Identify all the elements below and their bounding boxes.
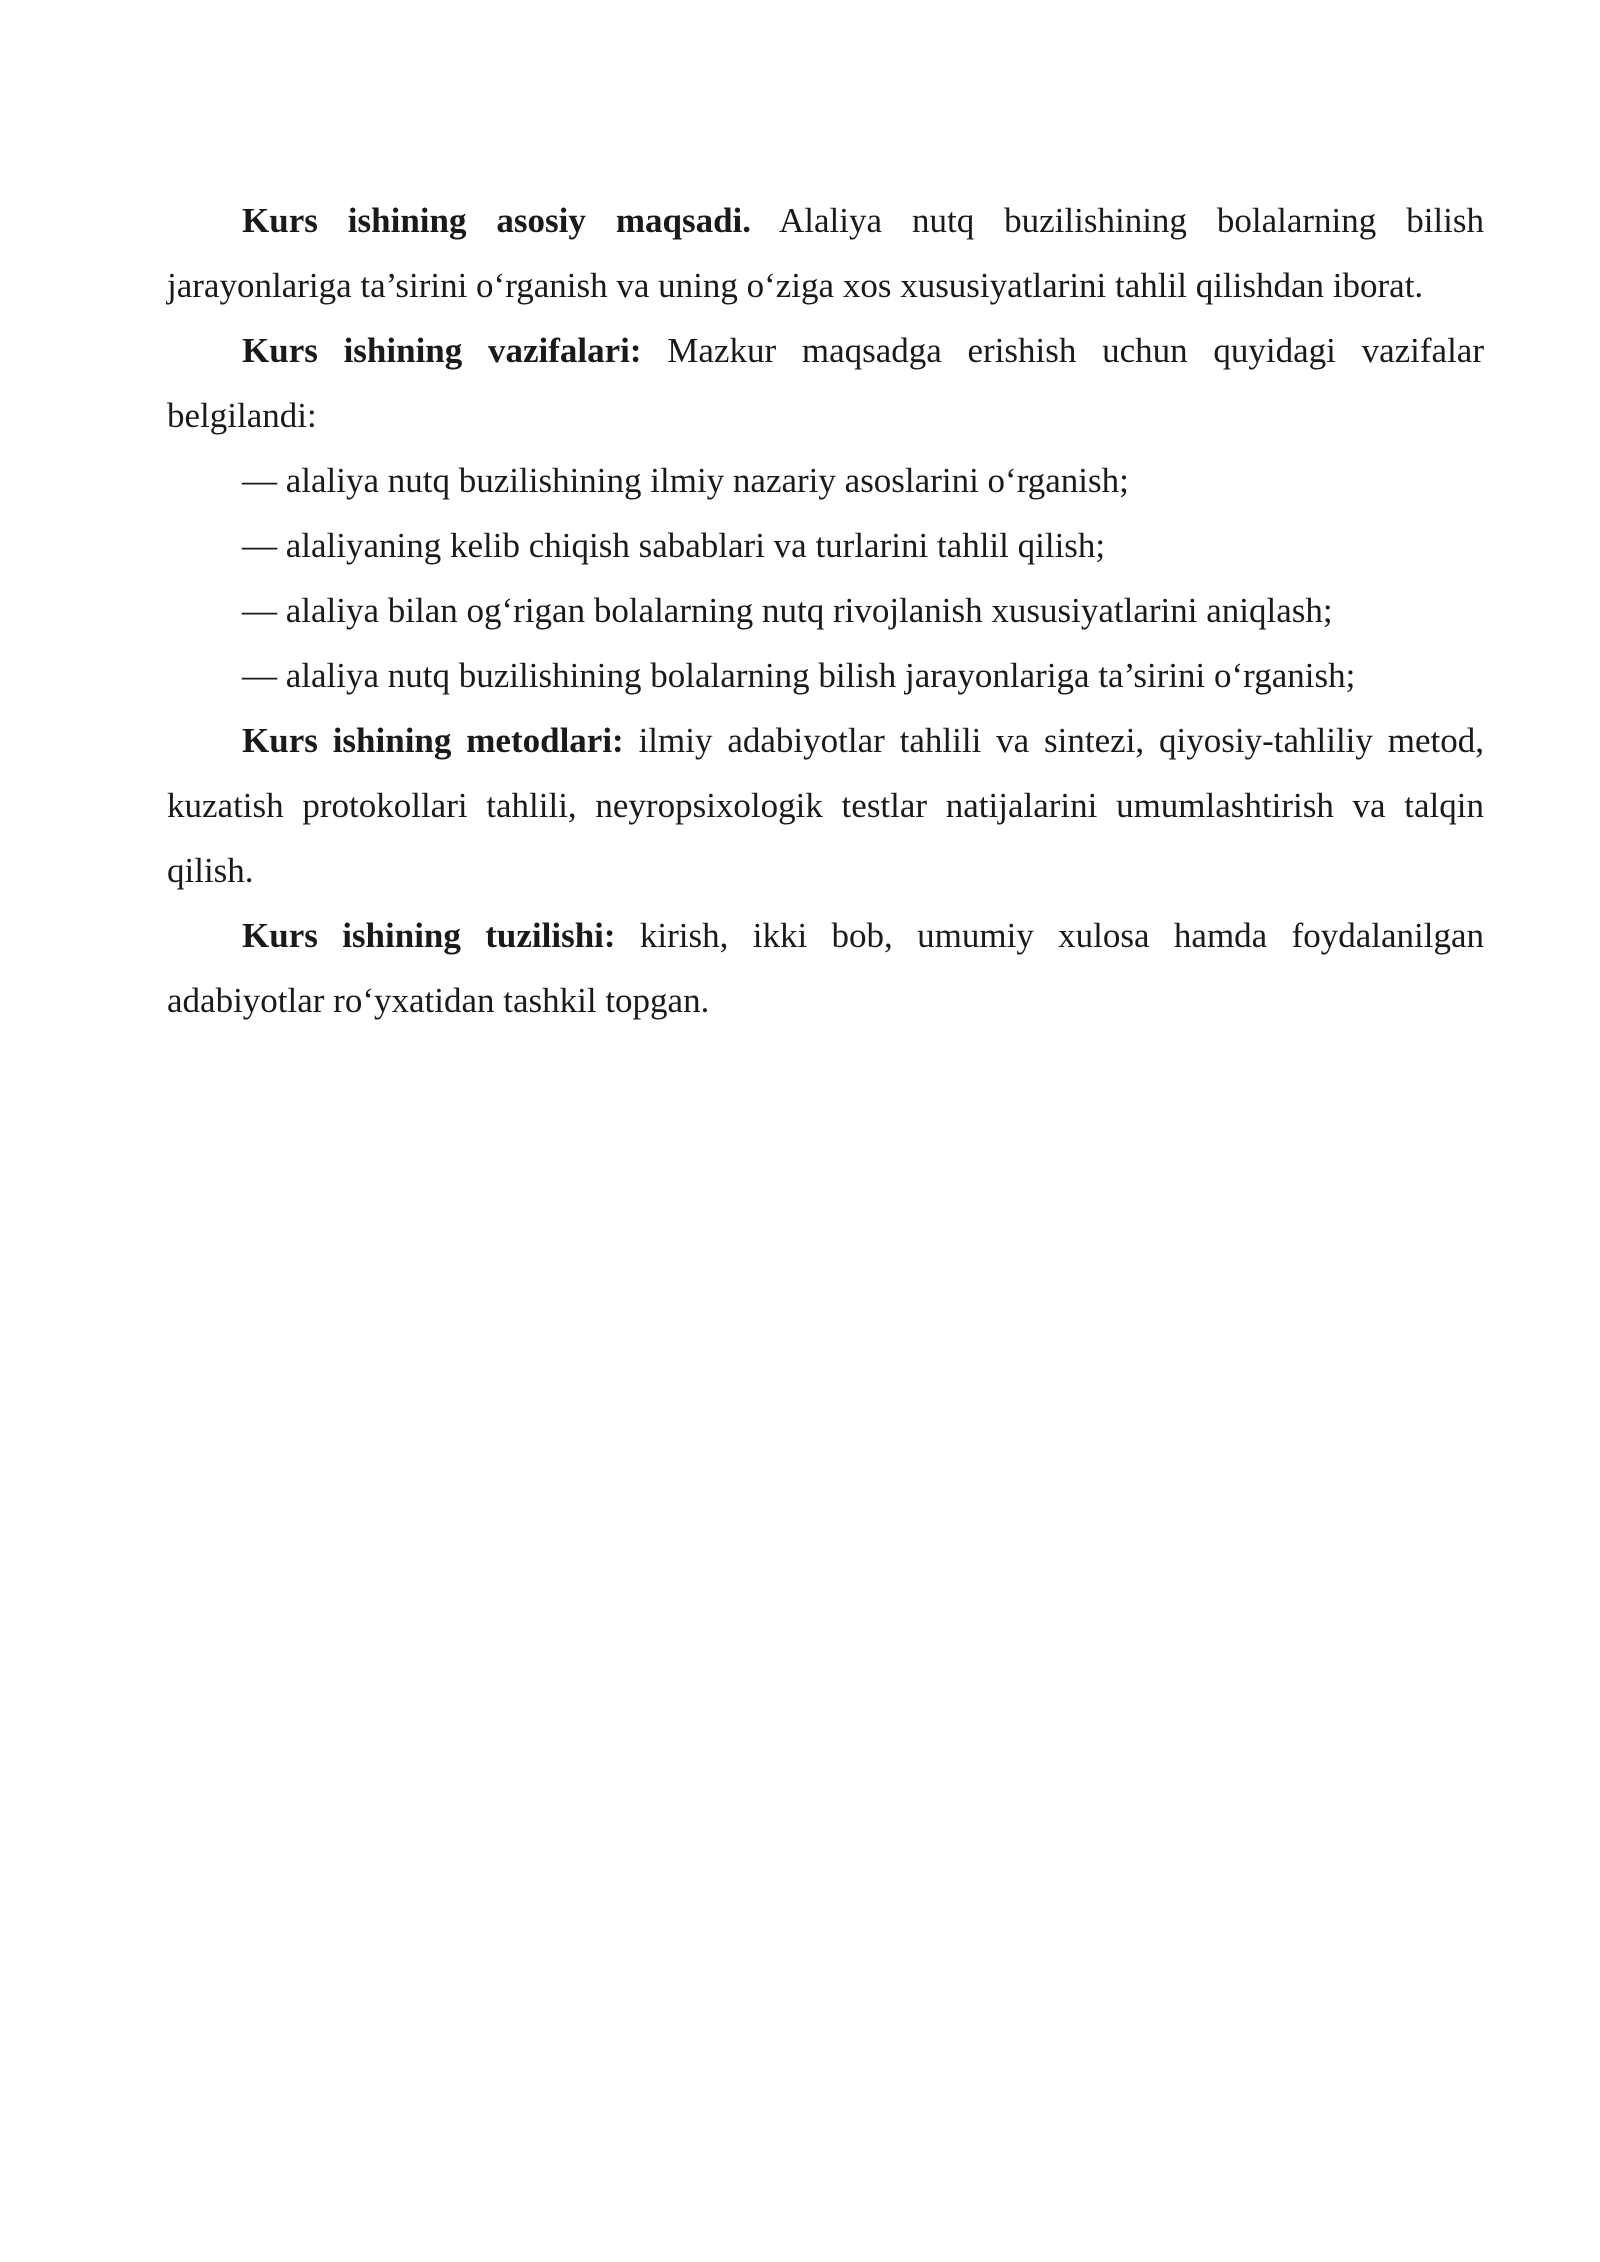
structure-paragraph xyxy=(167,903,1484,1033)
goal-paragraph xyxy=(167,188,1484,318)
task-list-item: — alaliyaning kelib chiqish sabablari va turlarini tahlil qilish; xyxy=(242,526,1106,565)
methods-heading: Kurs ishining metodlari: xyxy=(242,721,624,760)
tasks-heading: Kurs ishining vazifalari: xyxy=(242,331,642,370)
goal-heading: Kurs ishining asosiy maqsadi. xyxy=(242,201,752,240)
task-list-item: — alaliya bilan og‘rigan bolalarning nutq rivojlanish xususiyatlarini aniqlash; xyxy=(242,591,1333,630)
task-list-item: — alaliya nutq buzilishining ilmiy nazariy asoslarini o‘rganish; xyxy=(242,461,1129,500)
methods-paragraph xyxy=(167,708,1484,903)
structure-text: kirish, ikki bob, umumiy xulosa hamda foydalanilgan adabiyotlar ro‘yxatidan tashkil topgan. xyxy=(167,916,1484,1020)
document-body xyxy=(167,188,1484,1033)
tasks-text: Mazkur maqsadga erishish uchun quyidagi vazifalar belgilandi: xyxy=(167,331,1484,435)
tasks-paragraph xyxy=(167,318,1484,448)
methods-text: ilmiy adabiyotlar tahlili va sintezi, qiyosiy-tahliliy metod, kuzatish protokollari tahlili, neyropsixologik testlar natijalarini umumlashtirish va talqin qilish. xyxy=(167,721,1485,890)
task-list-item: — alaliya nutq buzilishining bolalarning bilish jarayonlariga ta’sirini o‘rganish; xyxy=(242,656,1356,695)
structure-heading: Kurs ishining tuzilishi: xyxy=(242,916,616,955)
goal-text: Alaliya nutq buzilishining bolalarning bilish jarayonlariga ta’sirini o‘rganish va uning o‘ziga xos xususiyatlarini tahlil qilishdan iborat. xyxy=(167,201,1484,305)
